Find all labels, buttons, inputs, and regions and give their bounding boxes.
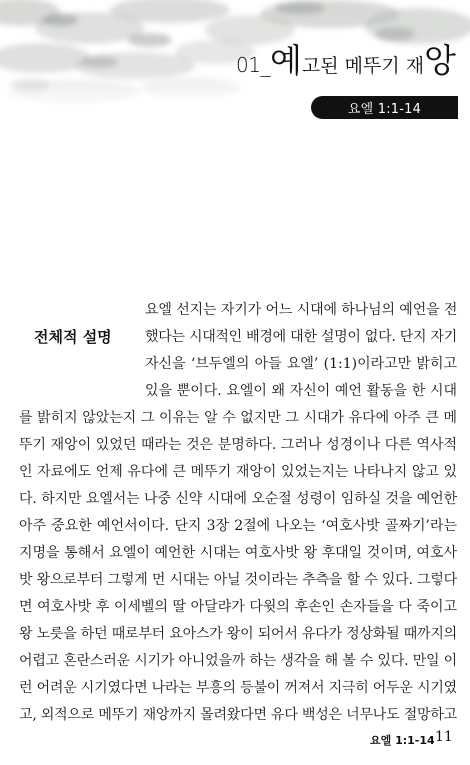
footer-reference: 요엘 1:1-14 [370,734,435,747]
body-line: 자신을 ‘브두엘의 아들 요엘’ (1:1)이라고만 밝히고 [145,356,457,372]
page-number: 11 [435,729,453,745]
body-line: 요엘 선지는 자기가 어느 시대에 하나님의 예언을 전 [145,302,458,318]
chapter-title [236,41,456,80]
body-line: 아주 중요한 예언서이다. 단지 3장 2절에 나오는 ‘여호사밧 골짜기’라는 [19,518,457,534]
body-line: 뚜기 재앙이 있었던 때라는 것은 분명하다. 그러나 성경이나 다른 역사적 [19,437,457,453]
chapter-title-middle: 고된 메뚜기 재 [301,55,425,77]
chapter-number: 01_ [236,53,270,77]
body-line: 왕 노릇을 하던 때로부터 요아스가 왕이 되어서 유다가 정상화될 때까지의 [19,626,457,642]
body-line: 를 밝히지 않았는지 그 이유는 알 수 없지만 그 시대가 유다에 아주 큰 메 [19,410,457,426]
body-line: 밧 왕으로부터 그렇게 먼 시대는 아닐 것이라는 추측을 할 수 있다. 그렇다 [19,572,457,588]
chapter-title-first-char: 예 [270,41,302,80]
body-line: 했다는 시대적인 배경에 대한 설명이 없다. 단지 자기 [145,329,457,345]
chapter-title-last-char: 앙 [424,41,456,80]
body-line: 런 어려운 시기였다면 나라는 부흥의 등불이 꺼져서 지극히 어두운 시기였 [19,680,457,696]
body-line: 면 여호사밧 후 이세벨의 딸 아달랴가 다윗의 후손인 손자들을 다 죽이고 [19,599,457,615]
scripture-reference-badge: 요엘 1:1-14 [311,96,458,119]
body-line: 있을 뿐이다. 요엘이 왜 자신이 예언 활동을 한 시대 [145,383,457,399]
body-line: 어렵고 혼란스러운 시기가 아니었을까 하는 생각을 해 볼 수 있다. 만일 이 [19,653,457,669]
section-heading: 전체적 설명 [34,328,112,346]
body-line: 인 자료에도 언제 유다에 큰 메뚜기 재앙이 있었는지는 나타나지 않고 있 [19,464,457,480]
body-line: 지명을 통해서 요엘이 예언한 시대는 여호사밧 왕 후대일 것이며, 여호사 [19,545,457,561]
body-line: 다. 하지만 요엘서는 나중 신약 시대에 오순절 성령이 임하실 것을 예언한 [19,491,457,507]
body-line: 고, 외적으로 메뚜기 재앙까지 몰려왔다면 유다 백성은 너무나도 절망하고 [19,707,457,723]
